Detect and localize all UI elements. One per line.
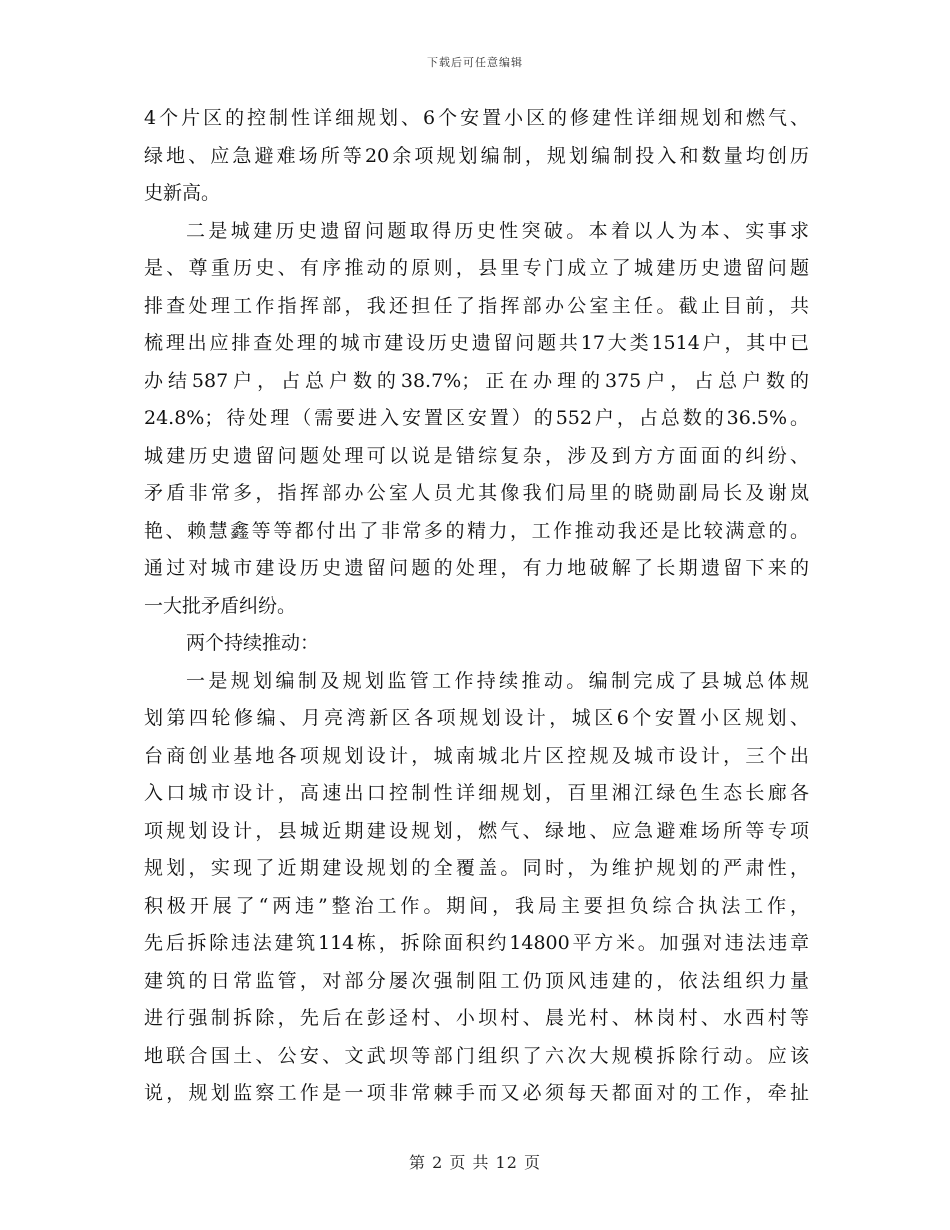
text-line: 矛盾非常多，指挥部办公室人员尤其像我们局里的晓勋副局长及谢岚 (144, 482, 809, 504)
text-line: 二是城建历史遗留问题取得历史性突破。本着以人为本、实事求 (186, 219, 809, 242)
section-heading: 两个持续推动： (186, 632, 320, 654)
text-line: 规划，实现了近期建设规划的全覆盖。同时，为维护规划的严肃性， (144, 857, 809, 879)
text-line: 城建历史遗留问题处理可以说是错综复杂，涉及到方方面面的纠纷、 (144, 444, 809, 467)
text-line: 绿地、应急避难场所等20余项规划编制，规划编制投入和数量均创历 (144, 144, 809, 167)
page-header: 下载后可任意编辑 (427, 56, 523, 69)
text-line: 办结587户，占总户数的38.7%；正在办理的375户，占总户数的 (144, 369, 809, 392)
text-line: 一大批矛盾纠纷。 (144, 594, 297, 617)
text-line: 通过对城市建设历史遗留问题的处理，有力地破解了长期遗留下来的 (144, 557, 809, 579)
text-line: 艳、赖慧鑫等等都付出了非常多的精力，工作推动我还是比较满意的。 (144, 519, 809, 542)
text-line: 建筑的日常监管，对部分屡次强制阻工仍顶风违建的，依法组织力量 (144, 969, 809, 992)
text-line: 入口城市设计，高速出口控制性详细规划，百里湘江绿色生态长廊各 (144, 782, 809, 804)
text-line: 是、尊重历史、有序推动的原则，县里专门成立了城建历史遗留问题 (144, 257, 809, 279)
text-line: 积极开展了“两违”整治工作。期间，我局主要担负综合执法工作， (144, 894, 809, 917)
text-line: 一是规划编制及规划监管工作持续推动。编制完成了县城总体规 (186, 669, 809, 692)
text-line: 地联合国土、公安、文武坝等部门组织了六次大规模拆除行动。应该 (144, 1044, 809, 1067)
text-line: 史新高。 (144, 182, 221, 204)
text-line: 4个片区的控制性详细规划、6个安置小区的修建性详细规划和燃气、 (144, 107, 809, 129)
text-line: 梳理出应排查处理的城市建设历史遗留问题共17大类1514户，其中已 (144, 332, 809, 354)
document-body (144, 100, 809, 1113)
text-line: 划第四轮修编、月亮湾新区各项规划设计，城区6个安置小区规划、 (144, 707, 809, 729)
text-line: 24.8%；待处理（需要进入安置区安置）的552户，占总数的36.5%。 (144, 407, 809, 429)
text-line: 先后拆除违法建筑114栋，拆除面积约14800平方米。加强对违法违章 (144, 932, 809, 954)
text-line: 进行强制拆除，先后在彭迳村、小坝村、晨光村、林岗村、水西村等 (144, 1007, 809, 1029)
text-line: 说，规划监察工作是一项非常棘手而又必须每天都面对的工作，牵扯 (144, 1082, 809, 1104)
text-line: 项规划设计，县城近期建设规划，燃气、绿地、应急避难场所等专项 (144, 819, 809, 842)
text-line: 排查处理工作指挥部，我还担任了指挥部办公室主任。截止目前，共 (144, 294, 809, 317)
text-line: 台商创业基地各项规划设计，城南城北片区控规及城市设计，三个出 (144, 744, 809, 767)
page-footer: 第 2 页 共 12 页 (409, 1153, 541, 1172)
